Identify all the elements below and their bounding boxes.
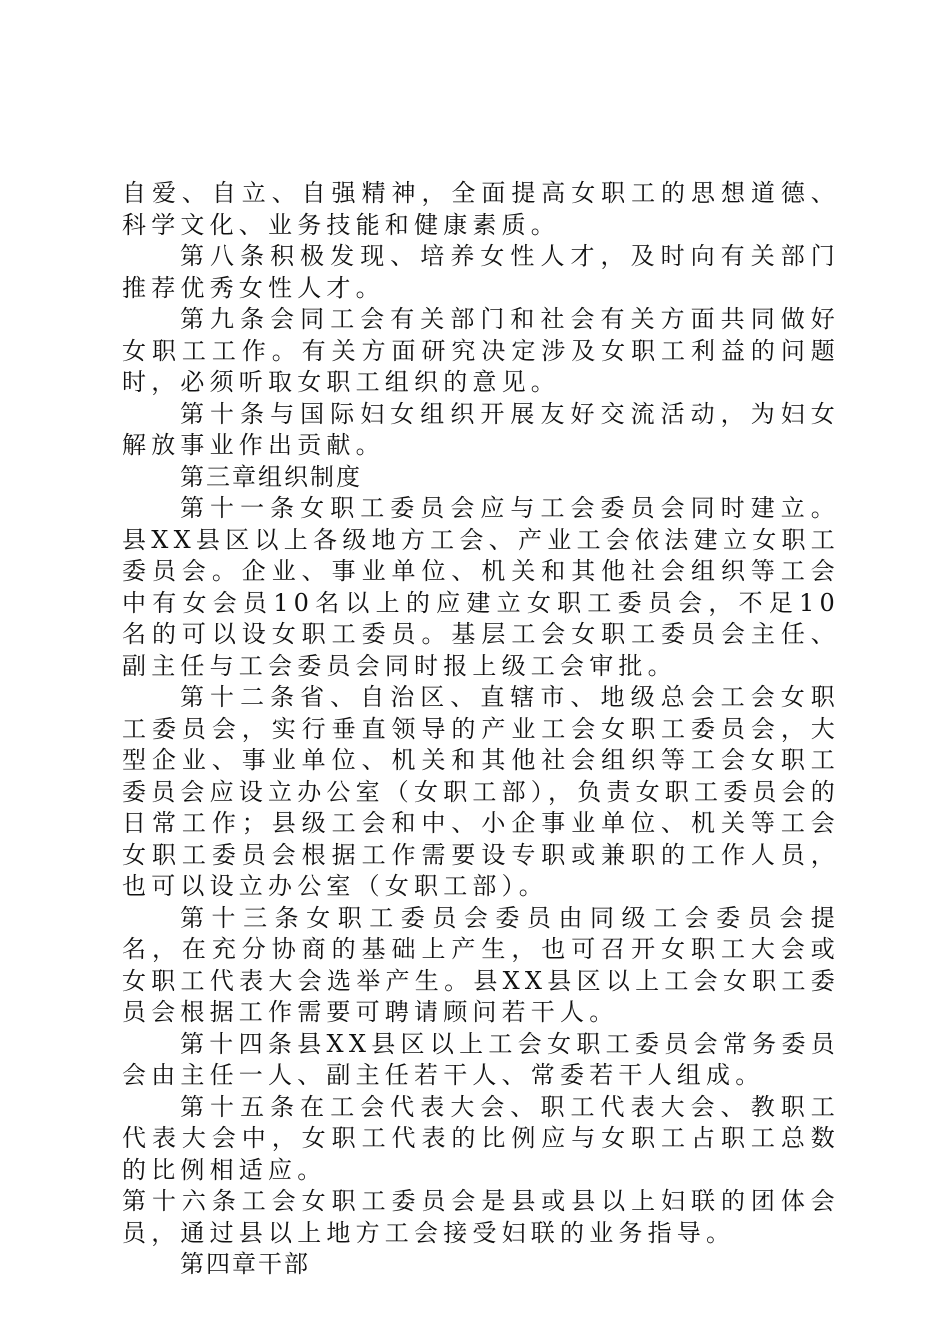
article-9: 第九条会同工会有关部门和社会有关方面共同做好女职工工作。有关方面研究决定涉及女职工利益的问题时，必须听取女职工组织的意见。 [122, 305, 840, 396]
article-12: 第十二条省、自治区、直辖市、地级总会工会女职工委员会，实行垂直领导的产业工会女职工委员会，大型企业、事业单位、机关和其他社会组织等工会女职工委员会应设立办公室（女职工部），负责女职工委员会的日常工作；县级工会和中、小企事业单位、机关等工会女职工委员会根据工作需要设专职或兼职的工作人员，也可以设立办公室（女职工部）。 [122, 683, 840, 900]
paragraph-continuation: 自爱、自立、自强精神，全面提高女职工的思想道德、科学文化、业务技能和健康素质。 [122, 179, 840, 239]
article-14: 第十四条县XX县区以上工会女职工委员会常务委员会由主任一人、副主任若干人、常委若干人组成。 [122, 1029, 840, 1089]
article-10: 第十条与国际妇女组织开展友好交流活动，为妇女解放事业作出贡献。 [122, 399, 840, 459]
article-8: 第八条积极发现、培养女性人才，及时向有关部门推荐优秀女性人才。 [122, 242, 840, 302]
chapter-heading-4: 第四章干部 [180, 1250, 310, 1278]
article-15: 第十五条在工会代表大会、职工代表大会、教职工代表大会中，女职工代表的比例应与女职工占职工总数的比例相适应。 [122, 1092, 840, 1184]
article-16: 第十六条工会女职工委员会是县或县以上妇联的团体会员，通过县以上地方工会接受妇联的业务指导。 [122, 1187, 840, 1247]
document-body [122, 178, 840, 1281]
chapter-heading-3: 第三章组织制度 [180, 462, 362, 491]
article-11: 第十一条女职工委员会应与工会委员会同时建立。县XX县区以上各级地方工会、产业工会依法建立女职工委员会。企业、事业单位、机关和其他社会组织等工会中有女会员10名以上的应建立女职工委员会，不足10名的可以设女职工委员。基层工会女职工委员会主任、副主任与工会委员会同时报上级工会审批。 [122, 494, 840, 680]
article-13: 第十三条女职工委员会委员由同级工会委员会提名，在充分协商的基础上产生，也可召开女职工大会或女职工代表大会选举产生。县XX县区以上工会女职工委员会根据工作需要可聘请顾问若干人。 [122, 903, 840, 1026]
